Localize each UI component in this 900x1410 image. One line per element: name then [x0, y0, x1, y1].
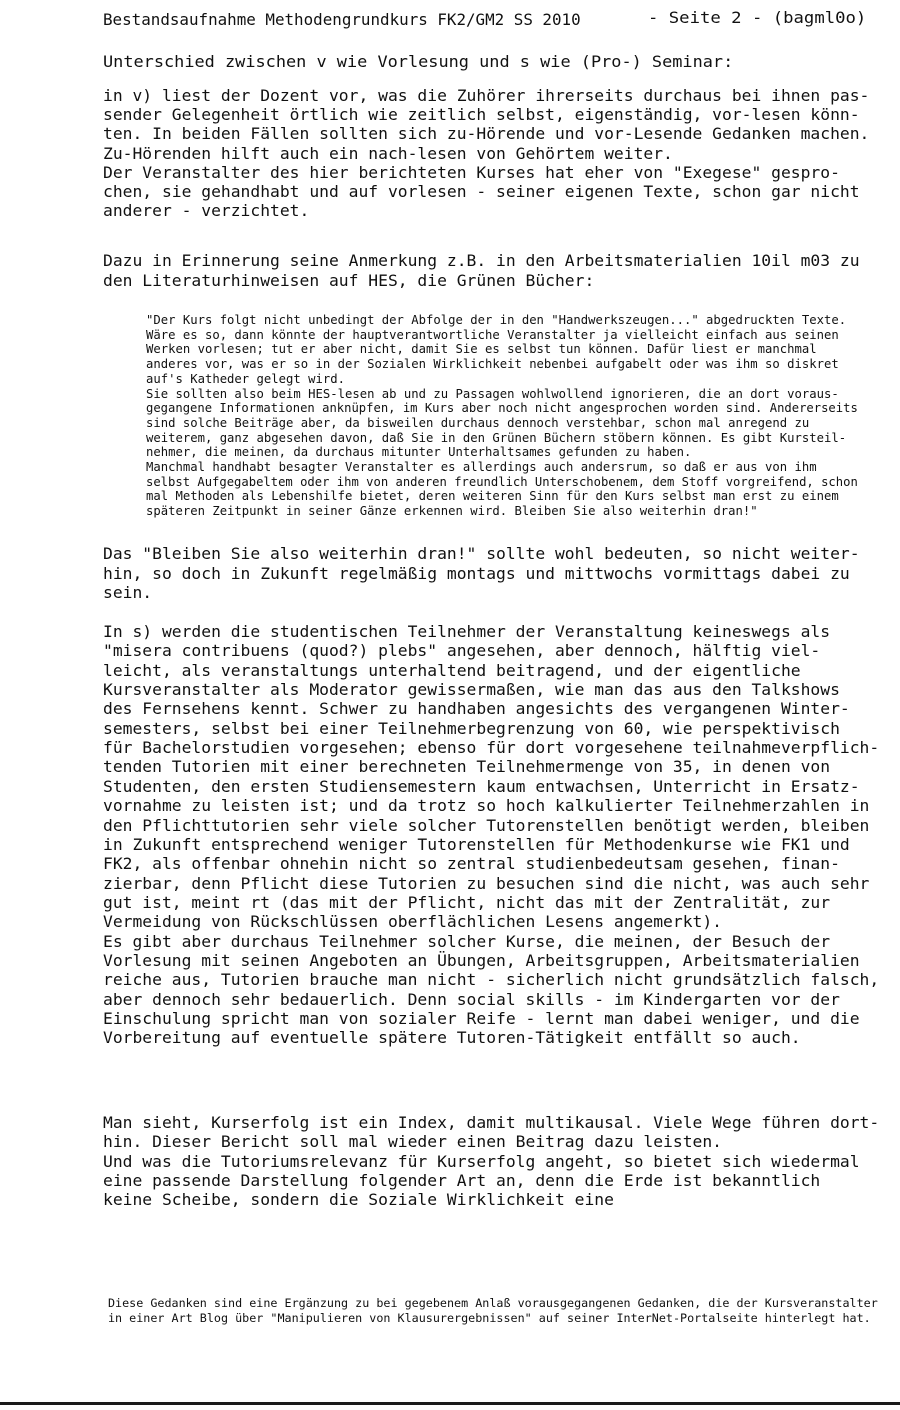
text-line: Es gibt aber durchaus Teilnehmer solcher Kurse, die meinen, der Besuch der: [103, 931, 831, 951]
text-line: keine Scheibe, sondern die Soziale Wirklichkeit eine: [103, 1190, 614, 1210]
text-line: Vermeidung von Rückschlüssen oberflächlichen Lesens angemerkt).: [103, 912, 723, 932]
text-line: den Literaturhinweisen auf HES, die Grünen Bücher:: [103, 270, 595, 290]
text-line: sind solche Beiträge aber, da bisweilen durchaus dennoch verstehbar, schon mal anregend zu: [146, 415, 810, 430]
text-line: auf's Katheder gelegt wird.: [146, 371, 345, 386]
text-line: eine passende Darstellung folgender Art an, denn die Erde ist bekanntlich: [103, 1170, 821, 1190]
section-heading: Unterschied zwischen v wie Vorlesung und s wie (Pro-) Seminar:: [103, 52, 734, 71]
text-line: gut ist, meint rt (das mit der Pflicht, nicht das mit der Zentralität, zur: [103, 892, 831, 912]
text-line: Wäre es so, dann könnte der hauptverantwortliche Veranstalter ja vielleicht einfach aus seinen: [146, 327, 839, 342]
text-line: ten. In beiden Fällen sollten sich zu-Hörende und vor-Lesende Gedanken machen.: [103, 124, 870, 144]
text-line: Und was die Tutoriumsrelevanz für Kurserfolg angeht, so bietet sich wiedermal: [103, 1151, 860, 1171]
text-line: FK2, als offenbar ohnehin nicht so zentral studienbedeutsam gesehen, finan-: [103, 854, 840, 874]
bottom-rule: [0, 1402, 900, 1405]
text-line: Man sieht, Kurserfolg ist ein Index, damit multikausal. Viele Wege führen dort-: [103, 1113, 880, 1132]
text-line: gegangene Informationen anknüpfen, im Kurs aber noch nicht angesprochen worden sind. Andererseits: [146, 401, 858, 416]
page-number: - Seite 2 - (bagml0o): [648, 8, 867, 27]
text-line: "misera contribuens (quod?) plebs" angesehen, aber dennoch, hälftig viel-: [103, 641, 821, 661]
text-line: Kursveranstalter als Moderator gewissermaßen, wie man das aus den Talkshows: [103, 680, 840, 700]
text-line: selbst Aufgegabeltem oder ihm von anderen freundlich Unterschobenem, dem Stoff vorgreifend, schon: [146, 474, 858, 489]
text-line: weiterem, ganz abgesehen davon, daß Sie in den Grünen Büchern stöbern können. Es gibt Kursteil-: [146, 430, 847, 445]
text-line: Einschulung spricht man von sozialer Reife - lernt man dabei weniger, und die: [103, 1009, 860, 1028]
text-line: für Bachelorstudien vorgesehen; ebenso für dort vorgesehene teilnahmeverpflich-: [103, 738, 880, 758]
text-line: leicht, als veranstaltungs unterhaltend beitragend, und der eigentliche: [103, 660, 801, 680]
text-line: Manchmal handhabt besagter Veranstalter es allerdings auch andersrum, so daß er aus von ihm: [146, 460, 817, 474]
text-line: Vorbereitung auf eventuelle spätere Tutoren-Tätigkeit entfällt so auch.: [103, 1028, 801, 1048]
text-line: Diese Gedanken sind eine Ergänzung zu bei gegebenem Anlaß vorausgegangenen Gedanken, die der Kursveranstalter: [108, 1296, 878, 1310]
text-line: "Der Kurs folgt nicht unbedingt der Abfolge der in den "Handwerkszeugen..." abgedruckten Texte.: [146, 313, 847, 327]
text-line: Das "Bleiben Sie also weiterhin dran!" sollte wohl bedeuten, so nicht weiter-: [103, 544, 860, 563]
text-line: Studenten, den ersten Studiensemestern kaum entwachsen, Unterricht in Ersatz-: [103, 776, 860, 796]
text-line: des Fernsehens kennt. Schwer zu handhaben angesichts des vergangenen Winter-: [103, 699, 850, 719]
text-line: aber dennoch sehr bedauerlich. Denn social skills - im Kindergarten vor der: [103, 989, 840, 1009]
text-line: Dazu in Erinnerung seine Anmerkung z.B. in den Arbeitsmaterialien 10il m03 zu: [103, 251, 860, 270]
text-line: chen, sie gehandhabt und auf vorlesen - seiner eigenen Texte, schon gar nicht: [103, 182, 860, 201]
text-line: Der Veranstalter des hier berichteten Kurses hat eher von "Exegese" gespro-: [103, 162, 840, 182]
text-line: nehmer, die meinen, da durchaus mitunter Unterhaltsames gefunden zu haben.: [146, 445, 692, 460]
text-line: zierbar, denn Pflicht diese Tutorien zu besuchen sind die nicht, was auch sehr: [103, 873, 870, 893]
text-line: In s) werden die studentischen Teilnehmer der Veranstaltung keineswegs als: [103, 622, 831, 641]
text-line: späteren Zeitpunkt in seiner Gänze erkennen wird. Bleiben Sie also weiterhin dran!": [146, 504, 758, 519]
document-title: Bestandsaufnahme Methodengrundkurs FK2/GM2 SS 2010: [103, 10, 581, 29]
text-line: reiche aus, Tutorien brauche man nicht - sicherlich nicht grundsätzlich falsch,: [103, 970, 880, 990]
text-line: vornahme zu leisten ist; und da trotz so hoch kalkulierter Teilnehmerzahlen in: [103, 796, 870, 816]
text-line: anderes vor, was er so in der Sozialen Wirklichkeit nebenbei aufgabelt oder was ihm so diskret: [146, 357, 839, 372]
text-line: hin, so doch in Zukunft regelmäßig montags und mittwochs vormittags dabei zu: [103, 563, 850, 583]
text-line: in einer Art Blog über "Manipulieren von Klausurergebnissen" auf seiner InterNet-Portalseite hinterlegt hat.: [108, 1310, 871, 1325]
text-line: Zu-Hörenden hilft auch ein nach-lesen von Gehörtem weiter.: [103, 143, 673, 163]
text-line: anderer - verzichtet.: [103, 201, 310, 221]
text-line: semesters, selbst bei einer Teilnehmerbegrenzung von 60, wie perspektivisch: [103, 718, 840, 738]
text-line: Werken vorlesen; tut er aber nicht, damit Sie es selbst tun können. Dafür liest er manchmal: [146, 342, 817, 357]
text-line: in v) liest der Dozent vor, was die Zuhörer ihrerseits durchaus bei ihnen pas-: [103, 86, 870, 105]
text-line: sein.: [103, 583, 153, 603]
text-line: sender Gelegenheit örtlich wie zeitlich selbst, eigenständig, vor-lesen könn-: [103, 105, 860, 125]
text-line: den Pflichttutorien sehr viele solcher Tutorenstellen benötigt werden, bleiben: [103, 815, 870, 835]
text-line: Sie sollten also beim HES-lesen ab und zu Passagen wohlwollend ignorieren, die an dort voraus-: [146, 386, 839, 401]
text-line: mal Methoden als Lebenshilfe bietet, deren weiteren Sinn für den Kurs selbst man erst zu einem: [146, 489, 839, 504]
text-line: tenden Tutorien mit einer berechneten Teilnehmermenge von 35, in denen von: [103, 757, 831, 777]
text-line: Vorlesung mit seinen Angeboten an Übungen, Arbeitsgruppen, Arbeitsmaterialien: [103, 950, 860, 970]
text-line: hin. Dieser Bericht soll mal wieder einen Beitrag dazu leisten.: [103, 1132, 723, 1152]
text-line: in Zukunft entsprechend weniger Tutorenstellen für Methodenkurse wie FK1 und: [103, 834, 850, 854]
